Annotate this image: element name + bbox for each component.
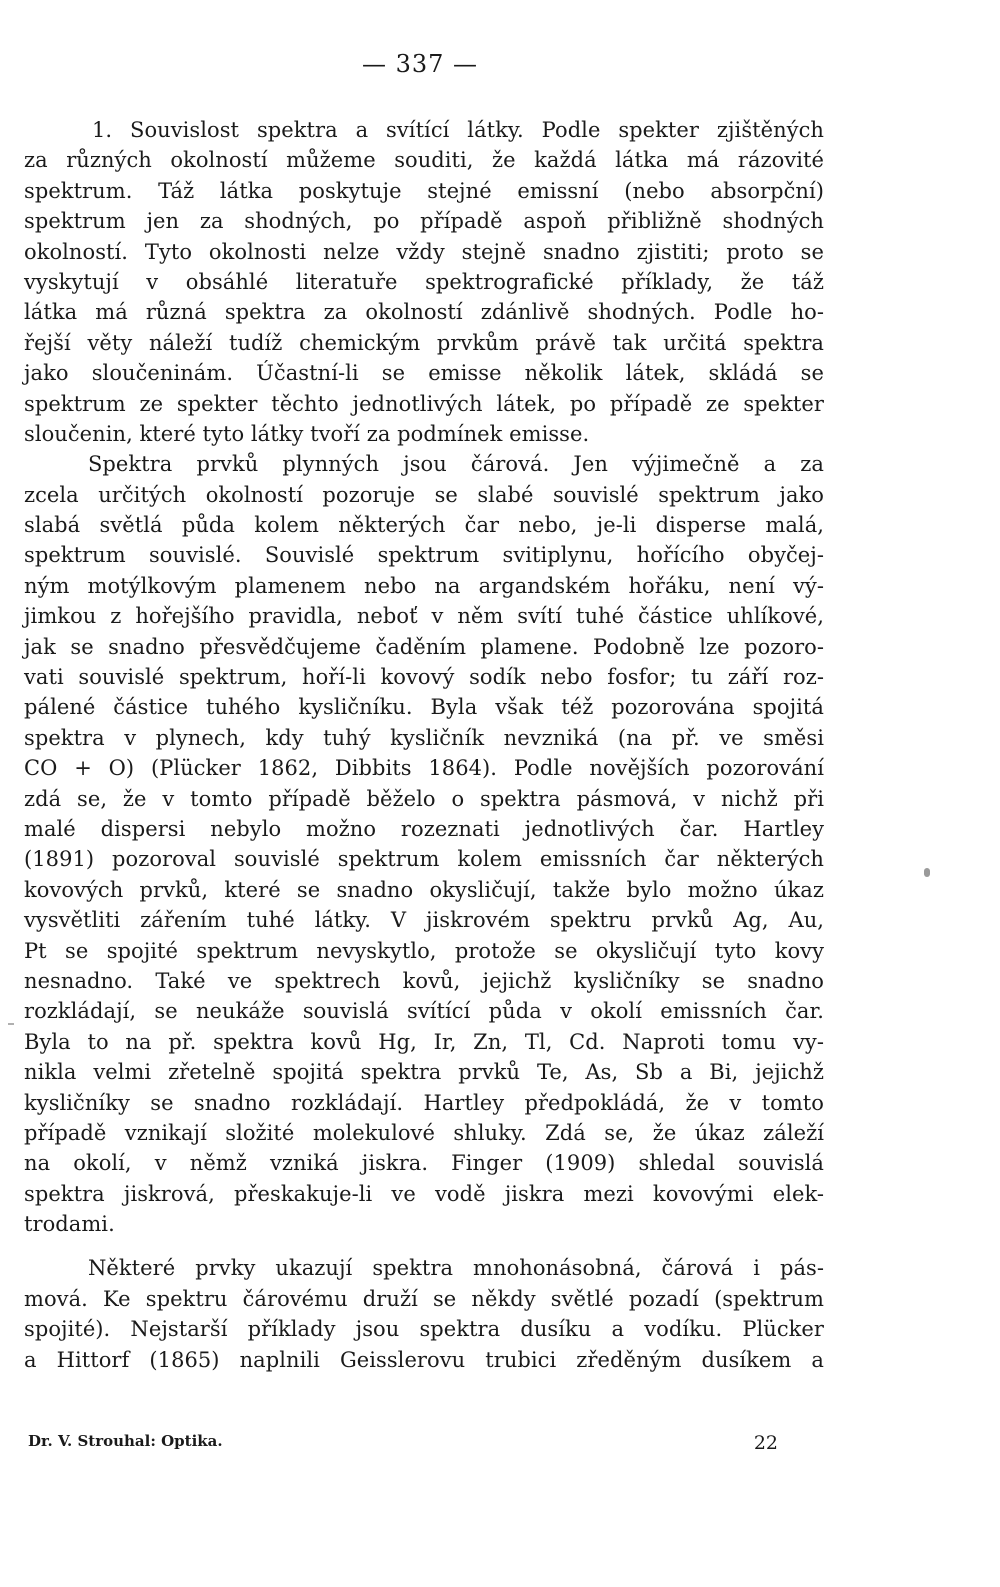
text-line: spektrum ze spekter těchto jednotlivých látek, po případě ze spekter — [24, 391, 824, 416]
text-line: vysvětliti zářením tuhé látky. V jiskrovém spektru prvků Ag, Au, — [24, 908, 824, 933]
text-line: řejší věty náleží tudíž chemickým prvkům právě tak určitá spektra — [24, 330, 824, 355]
text-line: zdá se, že v tomto případě běželo o spektra pásmová, v nichž při — [24, 786, 824, 811]
text-line: spojité). Nejstarší příklady jsou spektra dusíku a vodíku. Plücker — [24, 1317, 824, 1342]
text-line: jak se snadno přesvědčujeme čaděním plamene. Podobně lze pozoro- — [24, 634, 824, 659]
sheet-number: 22 — [753, 1432, 778, 1454]
body-text — [24, 115, 824, 1375]
text-line: (1891) pozoroval souvislé spektrum kolem emissních čar některých — [24, 847, 824, 872]
text-line: jimkou z hořejšího pravidla, neboť v něm svítí tuhé částice uhlíkové, — [24, 604, 824, 629]
page-number: — 337 — — [361, 50, 479, 78]
text-line: spektrum souvislé. Souvislé spektrum svitiplynu, hořícího obyčej- — [24, 543, 824, 568]
text-line: látka má různá spektra za okolností zdánlivě shodných. Podle ho- — [24, 300, 824, 325]
text-line: rozkládají, se neukáže souvislá svítící půda v okolí emissních čar. — [24, 999, 824, 1024]
text-line: spektra v plynech, kdy tuhý kysličník nevzniká (na př. ve směsi — [24, 725, 824, 750]
text-line: ným motýlkovým plamenem nebo na argandském hořáku, není vý- — [24, 573, 824, 598]
text-line: mová. Ke spektru čárovému druží se někdy světlé pozadí (spektrum — [24, 1286, 824, 1311]
text-line: CO + O) (Plücker 1862, Dibbits 1864). Podle novějších pozorování — [24, 756, 824, 781]
text-line: nesnadno. Také ve spektrech kovů, jejichž kysličníky se snadno — [24, 968, 824, 993]
text-line: vati souvislé spektrum, hoří-li kovový sodík nebo fosfor; tu září roz- — [24, 665, 824, 690]
text-line: na okolí, v němž vzniká jiskra. Finger (1909) shledal souvislá — [24, 1151, 824, 1176]
text-line: jako sloučeninám. Účastní-li se emisse několik látek, skládá se — [24, 361, 824, 386]
text-line: zcela určitých okolností pozoruje se slabé souvislé spektrum jako — [24, 482, 824, 507]
text-line: spektrum. Táž látka poskytuje stejné emissní (nebo absorpční) — [24, 178, 824, 203]
text-line: slabá světlá půda kolem některých čar nebo, je-li disperse malá, — [24, 513, 824, 538]
text-line: za různých okolností můžeme souditi, že každá látka má rázovité — [24, 148, 824, 173]
footer-signature: Dr. V. Strouhal: Optika. — [28, 1432, 223, 1450]
text-line: nikla velmi zřetelně spojitá spektra prvků Te, As, Sb a Bi, jejichž — [24, 1060, 824, 1085]
margin-mark — [924, 868, 930, 877]
text-line: malé dispersi nebylo možno rozeznati jednotlivých čar. Hartley — [24, 816, 824, 841]
text-line: kovových prvků, které se snadno okysličují, takže bylo možno úkaz — [24, 877, 824, 902]
text-line: kysličníky se snadno rozkládají. Hartley předpokládá, že v tomto — [24, 1090, 824, 1115]
text-line: sloučenin, které tyto látky tvoří za podmínek emisse. — [24, 421, 590, 446]
text-line: a Hittorf (1865) naplnili Geisslerovu trubici zředěným dusíkem a — [24, 1347, 824, 1372]
text-line: trodami. — [24, 1212, 115, 1237]
text-line: Některé prvky ukazují spektra mnohonásobná, čárová i pás- — [88, 1256, 824, 1281]
text-line: Byla to na př. spektra kovů Hg, Ir, Zn, Tl, Cd. Naproti tomu vy- — [24, 1029, 824, 1054]
text-line: případě vznikají složité molekulové shluky. Zdá se, že úkaz záleží — [24, 1120, 824, 1145]
text-line: Spektra prvků plynných jsou čárová. Jen výjimečně a za — [88, 452, 824, 477]
text-line: okolností. Tyto okolnosti nelze vždy stejně snadno zjistiti; proto se — [24, 239, 824, 264]
text-line: Pt se spojité spektrum nevyskytlo, protože se okysličují tyto kovy — [24, 938, 824, 963]
footer — [28, 1432, 778, 1454]
text-line: 1. Souvislost spektra a svítící látky. Podle spekter zjištěných — [92, 118, 824, 142]
text-line: spektra jiskrová, přeskakuje-li ve vodě jiskra mezi kovovými elek- — [24, 1181, 824, 1206]
text-line: spektrum jen za shodných, po případě aspoň přibližně shodných — [24, 209, 824, 234]
text-line: pálené částice tuhého kysličníku. Byla však též pozorována spojitá — [24, 695, 824, 720]
text-line: vyskytují v obsáhlé literatuře spektrografické příklady, že táž — [24, 269, 824, 294]
margin-tick — [8, 1023, 14, 1025]
